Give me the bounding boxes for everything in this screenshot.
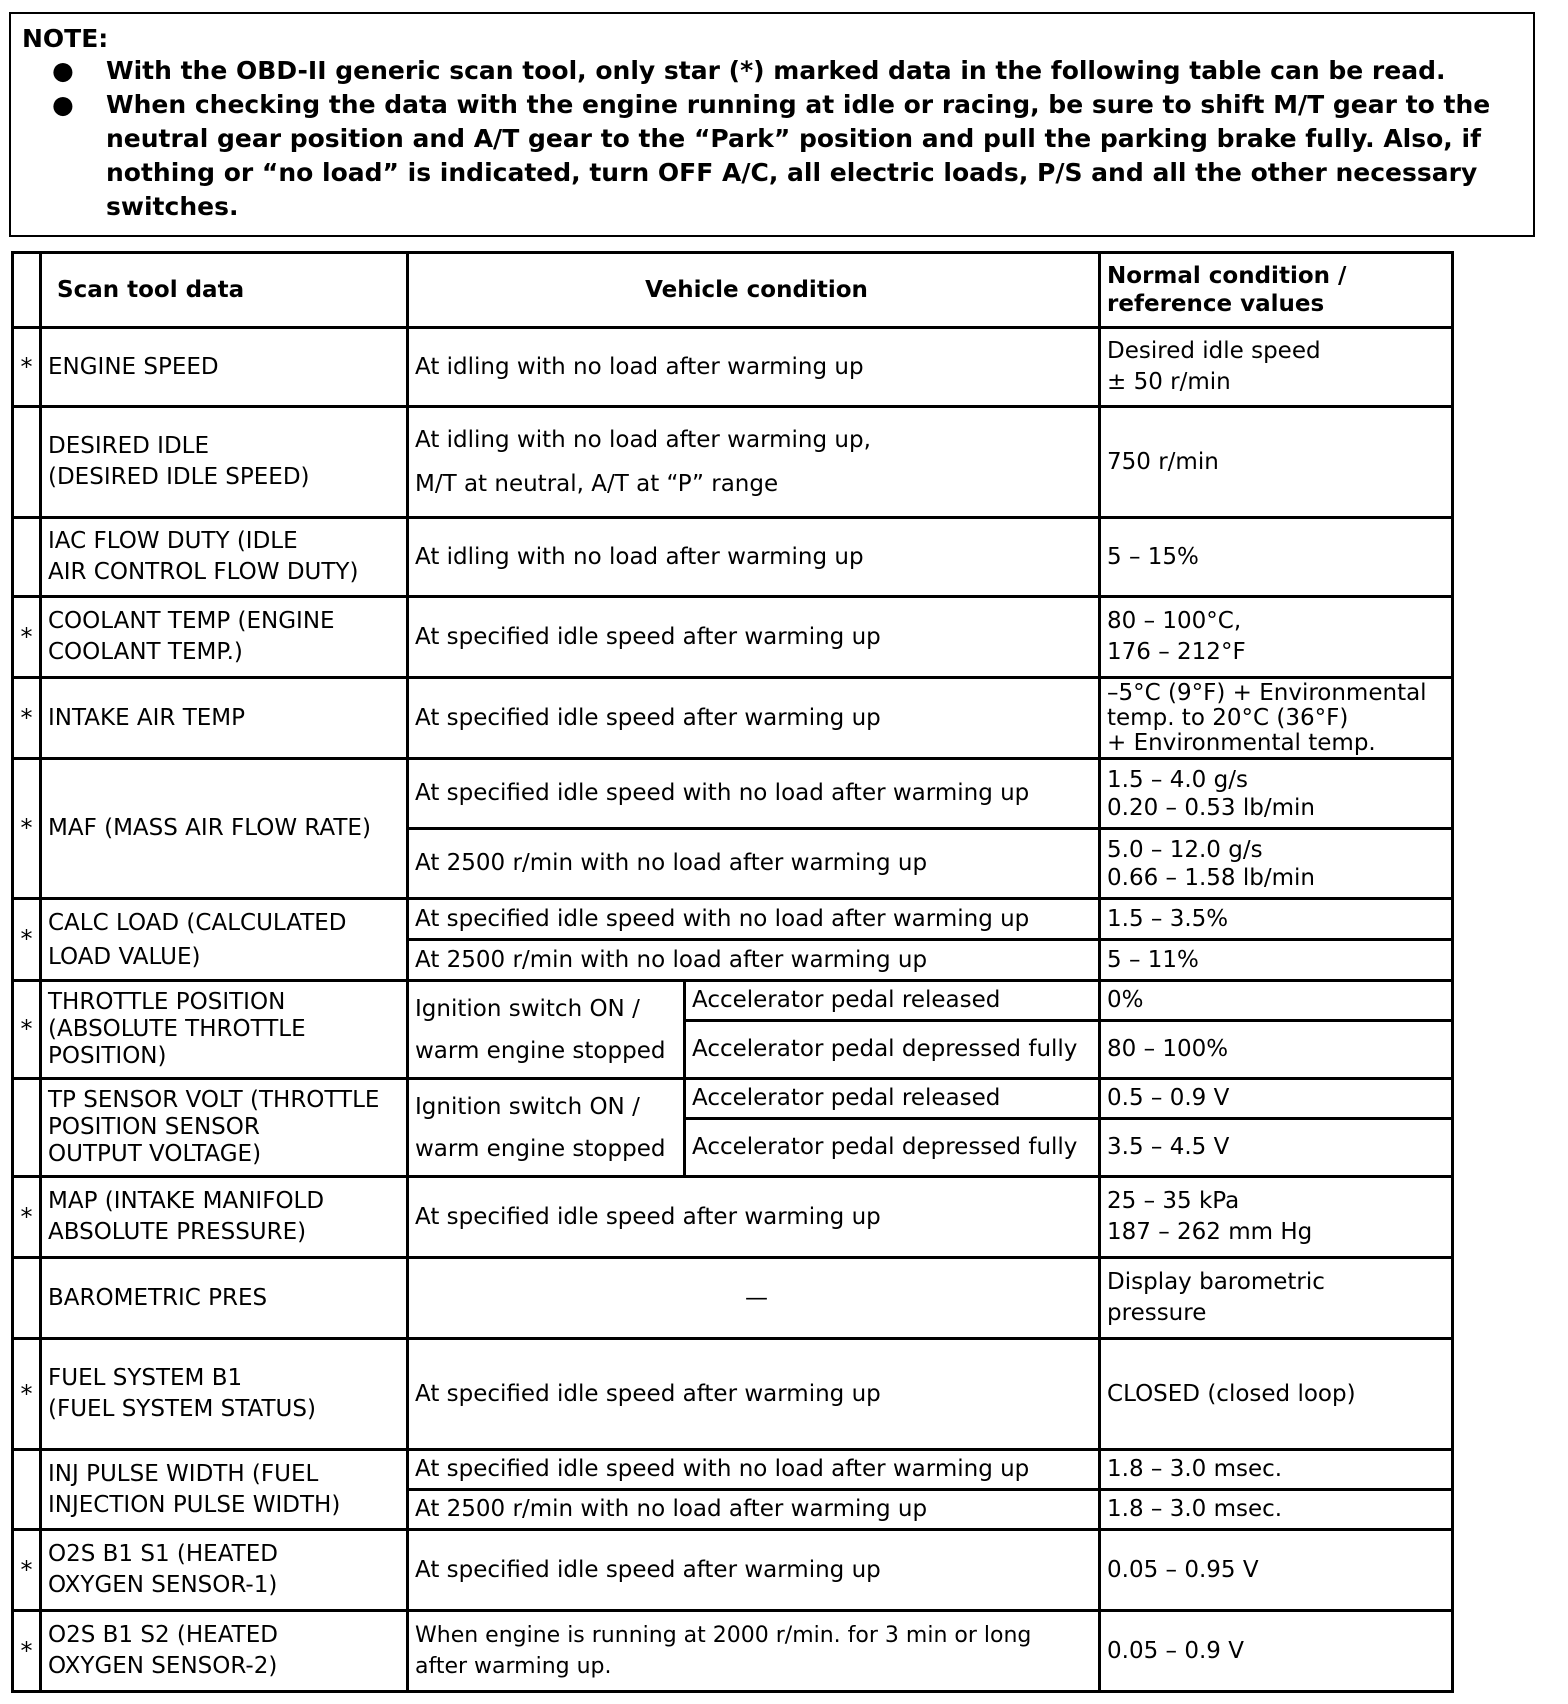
vehicle-condition: At idling with no load after warming up <box>408 518 1100 597</box>
star-marker <box>13 1079 41 1177</box>
reference-value: 0.5 – 0.9 V <box>1100 1079 1453 1119</box>
note-box <box>9 12 1535 237</box>
vehicle-condition-main: Ignition switch ON / warm engine stopped <box>408 1079 685 1177</box>
scan-item: IAC FLOW DUTY (IDLE AIR CONTROL FLOW DUTY) <box>41 518 408 597</box>
star-marker: * <box>13 981 41 1079</box>
scan-item: INTAKE AIR TEMP <box>41 678 408 759</box>
header-normal-condition: Normal condition / reference values <box>1100 253 1453 328</box>
vehicle-condition: At specified idle speed after warming up <box>408 597 1100 678</box>
table-row <box>13 518 1453 597</box>
vehicle-condition: At 2500 r/min with no load after warming up <box>408 1490 1100 1530</box>
reference-value: 0% <box>1100 981 1453 1021</box>
reference-value: Display barometric pressure <box>1100 1258 1453 1339</box>
table-row <box>13 899 1453 940</box>
reference-value: 1.5 – 4.0 g/s 0.20 – 0.53 lb/min <box>1100 759 1453 829</box>
star-marker <box>13 518 41 597</box>
vehicle-condition: At specified idle speed after warming up <box>408 1530 1100 1611</box>
vehicle-condition: At specified idle speed with no load after warming up <box>408 899 1100 940</box>
note-text: When checking the data with the engine running at idle or racing, be sure to shift M/T gear to the neutral gear position and A/T gear to the “Park” position and pull the parking brake fully. Also, if nothing or “no load” is indicated, turn OFF A/C, all electric loads, P/S and all the other necessary switches. <box>106 90 1491 221</box>
vehicle-condition: At specified idle speed after warming up <box>408 1339 1100 1450</box>
reference-value: 1.8 – 3.0 msec. <box>1100 1490 1453 1530</box>
vehicle-condition: Accelerator pedal depressed fully <box>685 1021 1100 1079</box>
star-marker: * <box>13 1530 41 1611</box>
vehicle-condition: At specified idle speed with no load after warming up <box>408 1450 1100 1490</box>
scan-item: MAP (INTAKE MANIFOLD ABSOLUTE PRESSURE) <box>41 1177 408 1258</box>
reference-value: 1.8 – 3.0 msec. <box>1100 1450 1453 1490</box>
bullet-icon: ● <box>52 90 74 119</box>
scan-item: DESIRED IDLE (DESIRED IDLE SPEED) <box>41 407 408 518</box>
star-marker: * <box>13 328 41 407</box>
table-row <box>13 981 1453 1021</box>
vehicle-condition: Accelerator pedal released <box>685 1079 1100 1119</box>
reference-value: 1.5 – 3.5% <box>1100 899 1453 940</box>
reference-value: 0.05 – 0.9 V <box>1100 1611 1453 1692</box>
header-star-cell <box>13 253 41 328</box>
scan-item: CALC LOAD (CALCULATED LOAD VALUE) <box>41 899 408 981</box>
scan-item: MAF (MASS AIR FLOW RATE) <box>41 759 408 899</box>
star-marker <box>13 1450 41 1530</box>
star-marker: * <box>13 597 41 678</box>
star-marker <box>13 407 41 518</box>
reference-value: 5 – 15% <box>1100 518 1453 597</box>
star-marker: * <box>13 1611 41 1692</box>
star-marker: * <box>13 1339 41 1450</box>
table-row <box>13 678 1453 759</box>
reference-value: 80 – 100°C, 176 – 212°F <box>1100 597 1453 678</box>
table-row <box>13 1339 1453 1450</box>
scan-tool-data-table <box>11 251 1454 1693</box>
note-item <box>22 88 1521 224</box>
scan-item: FUEL SYSTEM B1 (FUEL SYSTEM STATUS) <box>41 1339 408 1450</box>
vehicle-condition: At 2500 r/min with no load after warming up <box>408 940 1100 981</box>
table-row <box>13 597 1453 678</box>
reference-value: Desired idle speed ± 50 r/min <box>1100 328 1453 407</box>
scan-item: TP SENSOR VOLT (THROTTLE POSITION SENSOR OUTPUT VOLTAGE) <box>41 1079 408 1177</box>
note-text: With the OBD-II generic scan tool, only star (*) marked data in the following table can be read. <box>106 56 1446 85</box>
vehicle-condition: At 2500 r/min with no load after warming up <box>408 829 1100 899</box>
reference-value: 3.5 – 4.5 V <box>1100 1119 1453 1177</box>
reference-value: 25 – 35 kPa 187 – 262 mm Hg <box>1100 1177 1453 1258</box>
vehicle-condition: At specified idle speed with no load after warming up <box>408 759 1100 829</box>
star-marker: * <box>13 1177 41 1258</box>
scan-item: THROTTLE POSITION (ABSOLUTE THROTTLE POSITION) <box>41 981 408 1079</box>
reference-value: 80 – 100% <box>1100 1021 1453 1079</box>
scan-item: COOLANT TEMP (ENGINE COOLANT TEMP.) <box>41 597 408 678</box>
table-row <box>13 759 1453 829</box>
vehicle-condition: — <box>408 1258 1100 1339</box>
reference-value: 5 – 11% <box>1100 940 1453 981</box>
table-row <box>13 1611 1453 1692</box>
note-title: NOTE: <box>22 24 109 53</box>
star-marker: * <box>13 759 41 899</box>
table-header-row <box>13 253 1453 328</box>
scan-item: O2S B1 S1 (HEATED OXYGEN SENSOR-1) <box>41 1530 408 1611</box>
table-row <box>13 1530 1453 1611</box>
vehicle-condition: Accelerator pedal depressed fully <box>685 1119 1100 1177</box>
reference-value: 0.05 – 0.95 V <box>1100 1530 1453 1611</box>
scan-item: ENGINE SPEED <box>41 328 408 407</box>
table-row <box>13 1079 1453 1119</box>
vehicle-condition-main: Ignition switch ON / warm engine stopped <box>408 981 685 1079</box>
reference-value: 750 r/min <box>1100 407 1453 518</box>
vehicle-condition: When engine is running at 2000 r/min. for 3 min or long after warming up. <box>408 1611 1100 1692</box>
scan-item: INJ PULSE WIDTH (FUEL INJECTION PULSE WIDTH) <box>41 1450 408 1530</box>
vehicle-condition: Accelerator pedal released <box>685 981 1100 1021</box>
table-row <box>13 328 1453 407</box>
scan-item: BAROMETRIC PRES <box>41 1258 408 1339</box>
bullet-icon: ● <box>52 56 74 85</box>
header-vehicle-condition: Vehicle condition <box>408 253 1100 328</box>
vehicle-condition: At specified idle speed after warming up <box>408 678 1100 759</box>
reference-value: –5°C (9°F) + Environmental temp. to 20°C (36°F) + Environmental temp. <box>1100 678 1453 759</box>
vehicle-condition: At idling with no load after warming up <box>408 328 1100 407</box>
reference-value: CLOSED (closed loop) <box>1100 1339 1453 1450</box>
table-row <box>13 1177 1453 1258</box>
table-row <box>13 1258 1453 1339</box>
scan-item: O2S B1 S2 (HEATED OXYGEN SENSOR-2) <box>41 1611 408 1692</box>
note-item <box>22 54 1521 88</box>
vehicle-condition: At specified idle speed after warming up <box>408 1177 1100 1258</box>
vehicle-condition: At idling with no load after warming up, M/T at neutral, A/T at “P” range <box>408 407 1100 518</box>
table-row <box>13 407 1453 518</box>
header-scan-tool-data: Scan tool data <box>41 253 408 328</box>
reference-value: 5.0 – 12.0 g/s 0.66 – 1.58 lb/min <box>1100 829 1453 899</box>
star-marker: * <box>13 678 41 759</box>
star-marker <box>13 1258 41 1339</box>
star-marker: * <box>13 899 41 981</box>
table-row <box>13 1450 1453 1490</box>
